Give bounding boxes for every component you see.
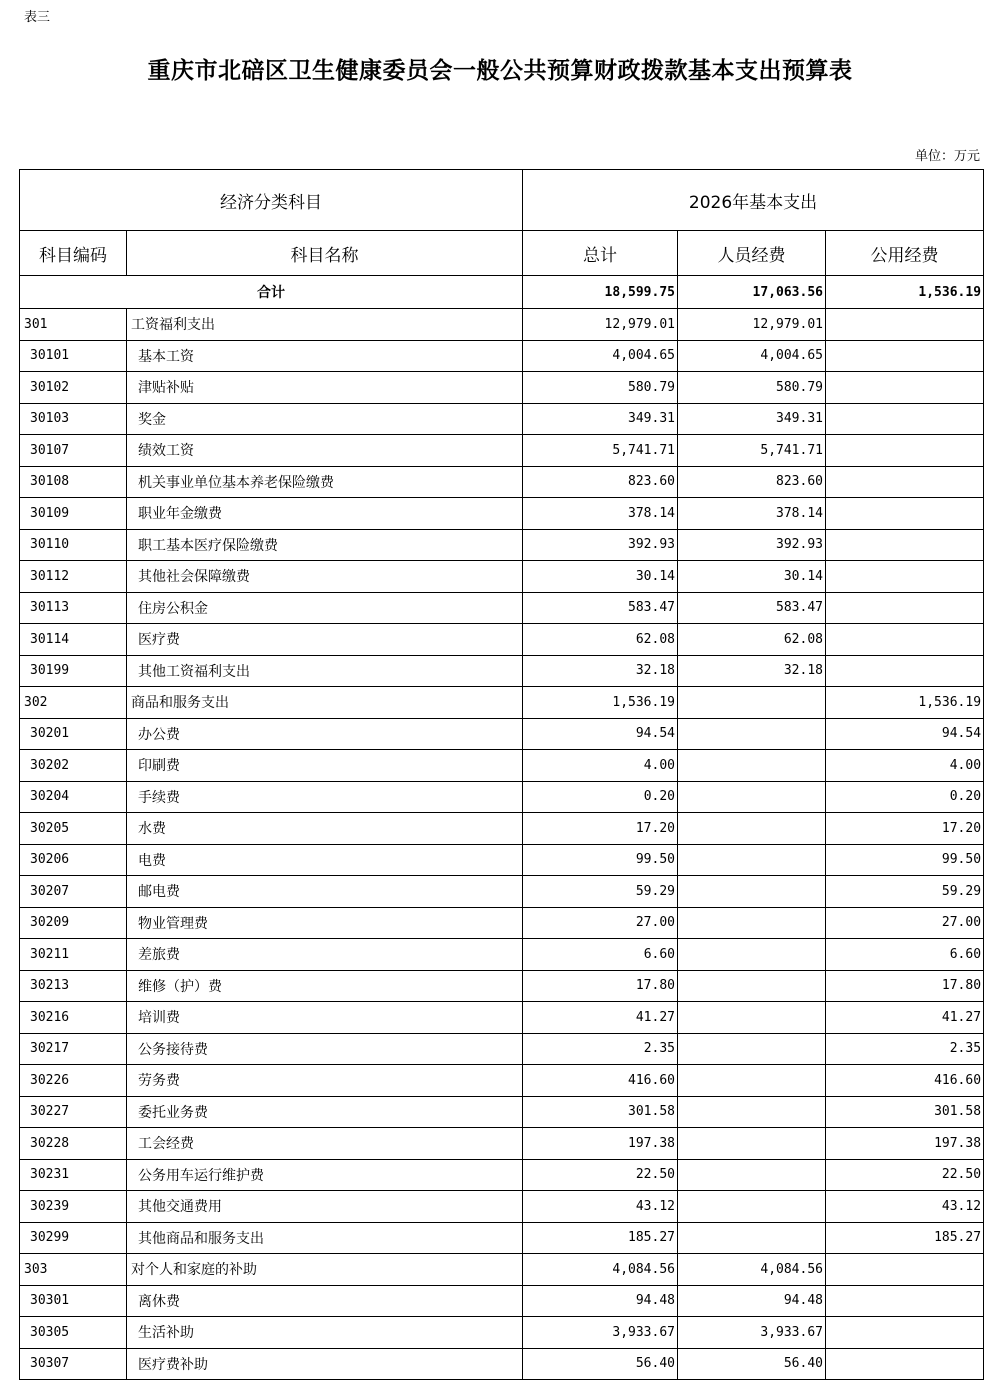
table-row — [20, 750, 984, 782]
total-personnel: 17,063.56 — [678, 276, 826, 309]
cell-personnel: 823.60 — [678, 466, 826, 498]
cell-code: 30103 — [20, 403, 127, 435]
cell-code: 30205 — [20, 813, 127, 845]
table-row — [20, 970, 984, 1002]
cell-public — [826, 498, 984, 530]
cell-personnel — [678, 907, 826, 939]
cell-name: 差旅费 — [127, 939, 523, 971]
cell-total: 4,084.56 — [523, 1254, 678, 1286]
cell-code: 30226 — [20, 1065, 127, 1097]
cell-total: 94.54 — [523, 718, 678, 750]
cell-code: 30110 — [20, 529, 127, 561]
table-row — [20, 1285, 984, 1317]
cell-total: 27.00 — [523, 907, 678, 939]
cell-public: 99.50 — [826, 844, 984, 876]
table-row — [20, 939, 984, 971]
table-row — [20, 1191, 984, 1223]
table-row — [20, 1317, 984, 1349]
cell-public: 59.29 — [826, 876, 984, 908]
cell-total: 41.27 — [523, 1002, 678, 1034]
cell-name: 奖金 — [127, 403, 523, 435]
cell-public — [826, 372, 984, 404]
cell-code: 30102 — [20, 372, 127, 404]
table-row — [20, 372, 984, 404]
table-row — [20, 844, 984, 876]
cell-name: 电费 — [127, 844, 523, 876]
table-row — [20, 813, 984, 845]
table-row — [20, 655, 984, 687]
cell-total: 301.58 — [523, 1096, 678, 1128]
cell-total: 62.08 — [523, 624, 678, 656]
cell-total: 32.18 — [523, 655, 678, 687]
table-row — [20, 592, 984, 624]
cell-personnel — [678, 876, 826, 908]
cell-total: 823.60 — [523, 466, 678, 498]
cell-public: 416.60 — [826, 1065, 984, 1097]
cell-name: 医疗费 — [127, 624, 523, 656]
table-row — [20, 687, 984, 719]
cell-code: 30109 — [20, 498, 127, 530]
cell-code: 30101 — [20, 340, 127, 372]
table-row — [20, 781, 984, 813]
cell-total: 43.12 — [523, 1191, 678, 1223]
cell-personnel — [678, 844, 826, 876]
cell-name: 商品和服务支出 — [127, 687, 523, 719]
cell-code: 30209 — [20, 907, 127, 939]
table-row — [20, 498, 984, 530]
cell-total: 1,536.19 — [523, 687, 678, 719]
table-row — [20, 1348, 984, 1380]
header-column-row — [20, 231, 984, 276]
total-total: 18,599.75 — [523, 276, 678, 309]
table-row — [20, 529, 984, 561]
cell-total: 94.48 — [523, 1285, 678, 1317]
table-row — [20, 624, 984, 656]
cell-public: 43.12 — [826, 1191, 984, 1223]
cell-total: 378.14 — [523, 498, 678, 530]
cell-total: 185.27 — [523, 1222, 678, 1254]
cell-code: 302 — [20, 687, 127, 719]
header-personnel: 人员经费 — [678, 231, 826, 276]
page-title: 重庆市北碚区卫生健康委员会一般公共预算财政拨款基本支出预算表 — [147, 57, 853, 84]
cell-code: 301 — [20, 309, 127, 341]
header-basic-expenditure: 2026年基本支出 — [523, 170, 984, 231]
cell-personnel: 4,084.56 — [678, 1254, 826, 1286]
table-row — [20, 1002, 984, 1034]
cell-total: 17.20 — [523, 813, 678, 845]
cell-code: 30113 — [20, 592, 127, 624]
table-row — [20, 309, 984, 341]
cell-total: 349.31 — [523, 403, 678, 435]
cell-personnel: 12,979.01 — [678, 309, 826, 341]
cell-name: 其他商品和服务支出 — [127, 1222, 523, 1254]
cell-name: 办公费 — [127, 718, 523, 750]
cell-personnel — [678, 1159, 826, 1191]
cell-personnel: 4,004.65 — [678, 340, 826, 372]
cell-public — [826, 1285, 984, 1317]
cell-code: 30107 — [20, 435, 127, 467]
cell-public: 301.58 — [826, 1096, 984, 1128]
cell-name: 工资福利支出 — [127, 309, 523, 341]
cell-code: 30206 — [20, 844, 127, 876]
cell-code: 30299 — [20, 1222, 127, 1254]
header-total: 总计 — [523, 231, 678, 276]
cell-code: 30204 — [20, 781, 127, 813]
cell-total: 392.93 — [523, 529, 678, 561]
cell-name: 印刷费 — [127, 750, 523, 782]
cell-public — [826, 592, 984, 624]
cell-name: 手续费 — [127, 781, 523, 813]
cell-code: 30199 — [20, 655, 127, 687]
total-row — [20, 276, 984, 309]
cell-personnel — [678, 1033, 826, 1065]
cell-name: 其他社会保障缴费 — [127, 561, 523, 593]
cell-public — [826, 561, 984, 593]
cell-total: 4.00 — [523, 750, 678, 782]
cell-name: 津贴补贴 — [127, 372, 523, 404]
cell-public — [826, 529, 984, 561]
cell-code: 30305 — [20, 1317, 127, 1349]
cell-name: 住房公积金 — [127, 592, 523, 624]
cell-personnel — [678, 813, 826, 845]
cell-personnel — [678, 718, 826, 750]
cell-total: 56.40 — [523, 1348, 678, 1380]
cell-personnel — [678, 1222, 826, 1254]
header-name: 科目名称 — [127, 231, 523, 276]
cell-public — [826, 403, 984, 435]
cell-name: 维修（护）费 — [127, 970, 523, 1002]
cell-personnel — [678, 687, 826, 719]
total-public: 1,536.19 — [826, 276, 984, 309]
cell-total: 2.35 — [523, 1033, 678, 1065]
cell-public — [826, 1317, 984, 1349]
cell-name: 绩效工资 — [127, 435, 523, 467]
cell-total: 12,979.01 — [523, 309, 678, 341]
cell-code: 30112 — [20, 561, 127, 593]
table-row — [20, 1033, 984, 1065]
cell-public: 1,536.19 — [826, 687, 984, 719]
cell-code: 30202 — [20, 750, 127, 782]
cell-public: 185.27 — [826, 1222, 984, 1254]
table-row — [20, 1096, 984, 1128]
cell-code: 30216 — [20, 1002, 127, 1034]
cell-personnel — [678, 1096, 826, 1128]
cell-public: 17.20 — [826, 813, 984, 845]
cell-total: 5,741.71 — [523, 435, 678, 467]
cell-name: 水费 — [127, 813, 523, 845]
cell-public — [826, 340, 984, 372]
cell-code: 30239 — [20, 1191, 127, 1223]
cell-personnel: 580.79 — [678, 372, 826, 404]
cell-name: 对个人和家庭的补助 — [127, 1254, 523, 1286]
cell-code: 303 — [20, 1254, 127, 1286]
cell-total: 416.60 — [523, 1065, 678, 1097]
cell-public — [826, 1348, 984, 1380]
cell-name: 医疗费补助 — [127, 1348, 523, 1380]
unit-label: 单位：万元 — [914, 149, 980, 164]
header-code: 科目编码 — [20, 231, 127, 276]
cell-personnel: 349.31 — [678, 403, 826, 435]
cell-code: 30227 — [20, 1096, 127, 1128]
cell-name: 物业管理费 — [127, 907, 523, 939]
cell-personnel: 56.40 — [678, 1348, 826, 1380]
cell-public: 197.38 — [826, 1128, 984, 1160]
cell-code: 30231 — [20, 1159, 127, 1191]
total-label: 合计 — [20, 276, 523, 309]
cell-code: 30213 — [20, 970, 127, 1002]
cell-total: 6.60 — [523, 939, 678, 971]
cell-code: 30228 — [20, 1128, 127, 1160]
cell-personnel — [678, 939, 826, 971]
sheet-label: 表三 — [24, 10, 51, 25]
cell-personnel: 30.14 — [678, 561, 826, 593]
table-row — [20, 1128, 984, 1160]
header-public: 公用经费 — [826, 231, 984, 276]
table-row — [20, 876, 984, 908]
cell-public: 94.54 — [826, 718, 984, 750]
cell-personnel: 583.47 — [678, 592, 826, 624]
cell-public — [826, 655, 984, 687]
cell-public: 0.20 — [826, 781, 984, 813]
cell-code: 30207 — [20, 876, 127, 908]
cell-name: 基本工资 — [127, 340, 523, 372]
cell-total: 59.29 — [523, 876, 678, 908]
table-row — [20, 466, 984, 498]
cell-code: 30108 — [20, 466, 127, 498]
cell-public — [826, 1254, 984, 1286]
table-row — [20, 1254, 984, 1286]
cell-public: 27.00 — [826, 907, 984, 939]
cell-name: 职业年金缴费 — [127, 498, 523, 530]
cell-name: 委托业务费 — [127, 1096, 523, 1128]
cell-name: 机关事业单位基本养老保险缴费 — [127, 466, 523, 498]
cell-name: 职工基本医疗保险缴费 — [127, 529, 523, 561]
cell-name: 其他工资福利支出 — [127, 655, 523, 687]
cell-personnel — [678, 1002, 826, 1034]
budget-table — [19, 169, 984, 1380]
cell-personnel — [678, 970, 826, 1002]
table-row — [20, 1159, 984, 1191]
header-economic-classification: 经济分类科目 — [20, 170, 523, 231]
cell-name: 工会经费 — [127, 1128, 523, 1160]
table-row — [20, 907, 984, 939]
cell-personnel: 94.48 — [678, 1285, 826, 1317]
cell-total: 3,933.67 — [523, 1317, 678, 1349]
table-row — [20, 1222, 984, 1254]
table-row — [20, 561, 984, 593]
cell-personnel: 392.93 — [678, 529, 826, 561]
cell-personnel — [678, 750, 826, 782]
cell-total: 22.50 — [523, 1159, 678, 1191]
cell-name: 离休费 — [127, 1285, 523, 1317]
cell-public — [826, 466, 984, 498]
cell-public: 2.35 — [826, 1033, 984, 1065]
cell-name: 公务用车运行维护费 — [127, 1159, 523, 1191]
cell-code: 30211 — [20, 939, 127, 971]
cell-personnel: 5,741.71 — [678, 435, 826, 467]
cell-code: 30201 — [20, 718, 127, 750]
cell-public — [826, 435, 984, 467]
cell-personnel: 32.18 — [678, 655, 826, 687]
cell-personnel — [678, 1065, 826, 1097]
table-row — [20, 340, 984, 372]
cell-total: 580.79 — [523, 372, 678, 404]
cell-name: 邮电费 — [127, 876, 523, 908]
cell-public: 17.80 — [826, 970, 984, 1002]
cell-code: 30301 — [20, 1285, 127, 1317]
table-row — [20, 718, 984, 750]
cell-personnel: 378.14 — [678, 498, 826, 530]
cell-public: 4.00 — [826, 750, 984, 782]
cell-total: 30.14 — [523, 561, 678, 593]
cell-total: 4,004.65 — [523, 340, 678, 372]
cell-public: 22.50 — [826, 1159, 984, 1191]
cell-personnel — [678, 781, 826, 813]
cell-name: 劳务费 — [127, 1065, 523, 1097]
cell-code: 30114 — [20, 624, 127, 656]
cell-total: 0.20 — [523, 781, 678, 813]
cell-public: 41.27 — [826, 1002, 984, 1034]
header-group-row — [20, 170, 984, 231]
cell-name: 培训费 — [127, 1002, 523, 1034]
cell-total: 17.80 — [523, 970, 678, 1002]
cell-name: 公务接待费 — [127, 1033, 523, 1065]
cell-name: 生活补助 — [127, 1317, 523, 1349]
cell-personnel: 62.08 — [678, 624, 826, 656]
table-row — [20, 403, 984, 435]
cell-public — [826, 624, 984, 656]
cell-code: 30217 — [20, 1033, 127, 1065]
cell-total: 583.47 — [523, 592, 678, 624]
cell-personnel — [678, 1191, 826, 1223]
cell-personnel: 3,933.67 — [678, 1317, 826, 1349]
table-row — [20, 435, 984, 467]
cell-total: 197.38 — [523, 1128, 678, 1160]
cell-public — [826, 309, 984, 341]
table-row — [20, 1065, 984, 1097]
cell-personnel — [678, 1128, 826, 1160]
cell-name: 其他交通费用 — [127, 1191, 523, 1223]
cell-public: 6.60 — [826, 939, 984, 971]
cell-code: 30307 — [20, 1348, 127, 1380]
cell-total: 99.50 — [523, 844, 678, 876]
